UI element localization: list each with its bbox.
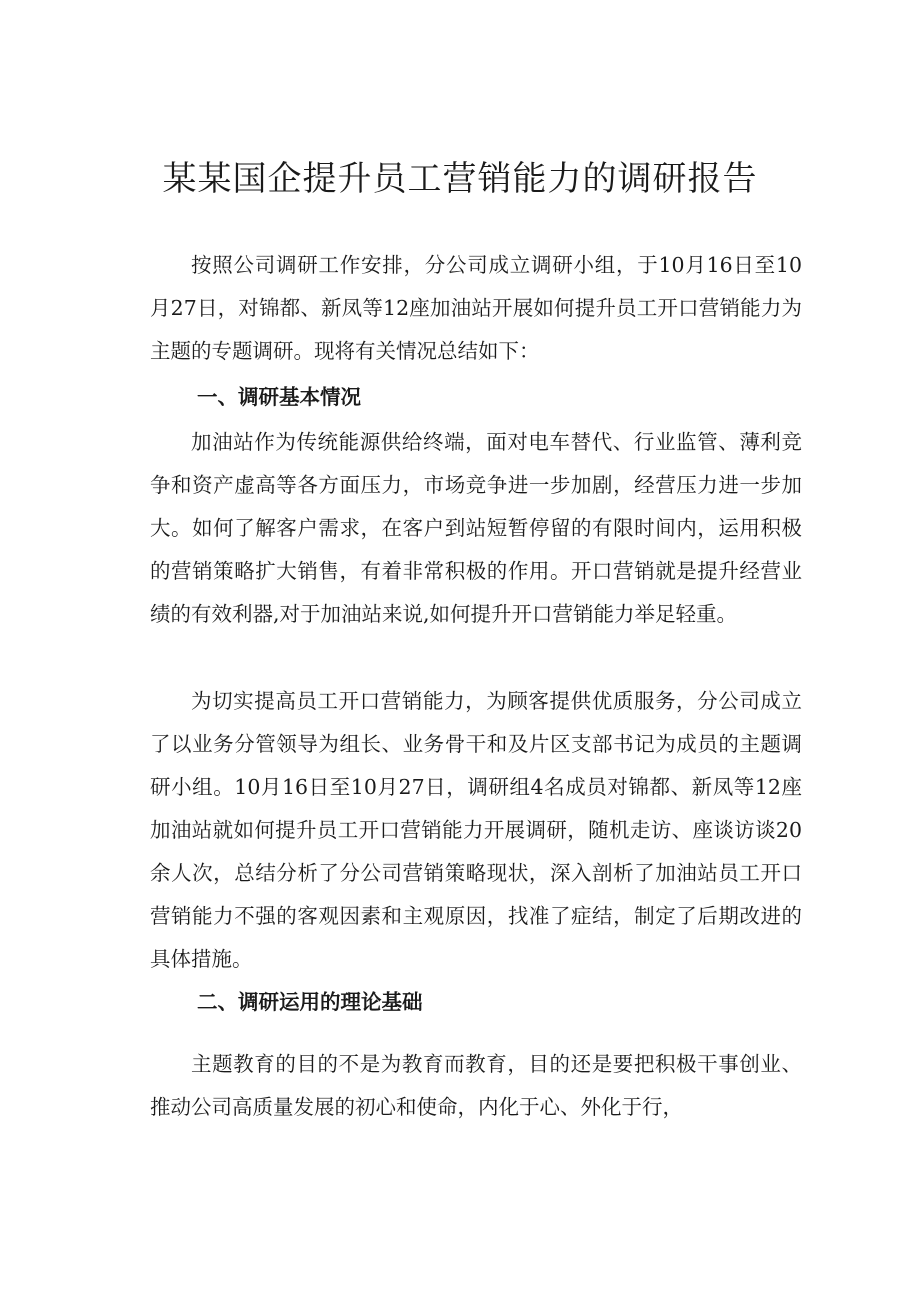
document-title: 某某国企提升员工营销能力的调研报告 bbox=[162, 159, 758, 199]
paragraph-research-team: 为切实提高员工开口营销能力，为顾客提供优质服务，分公司成立了以业务分管领导为组长、业务骨干和及片区支部书记为成员的主题调研小组。10月16日至10月27日，调研组4名成员对锦都、新凤等12座加油站就如何提升员工开口营销能力开展调研，随机走访、座谈访谈20余人次，总结分析了分公司营销策略现状，深入剖析了加油站员工开口营销能力不强的客观因素和主观原因，找准了症结，制定了后期改进的具体措施。 bbox=[150, 689, 802, 971]
paragraph-theory: 主题教育的目的不是为教育而教育，目的还是要把积极干事创业、推动公司高质量发展的初心和使命，内化于心、外化于行， bbox=[150, 1052, 802, 1119]
section-heading-1: 一、调研基本情况 bbox=[197, 385, 361, 409]
paragraph-background: 加油站作为传统能源供给终端，面对电车替代、行业监管、薄利竞争和资产虚高等各方面压力，市场竞争进一步加剧，经营压力进一步加大。如何了解客户需求，在客户到站短暂停留的有限时间内，运用积极的营销策略扩大销售，有着非常积极的作用。开口营销就是提升经营业绩的有效利器,对于加油站来说,如何提升开口营销能力举足轻重。 bbox=[150, 430, 802, 626]
paragraph-intro: 按照公司调研工作安排，分公司成立调研小组，于10月16日至10月27日，对锦都、新凤等12座加油站开展如何提升员工开口营销能力为主题的专题调研。现将有关情况总结如下： bbox=[150, 253, 802, 363]
section-heading-2: 二、调研运用的理论基础 bbox=[197, 990, 423, 1014]
